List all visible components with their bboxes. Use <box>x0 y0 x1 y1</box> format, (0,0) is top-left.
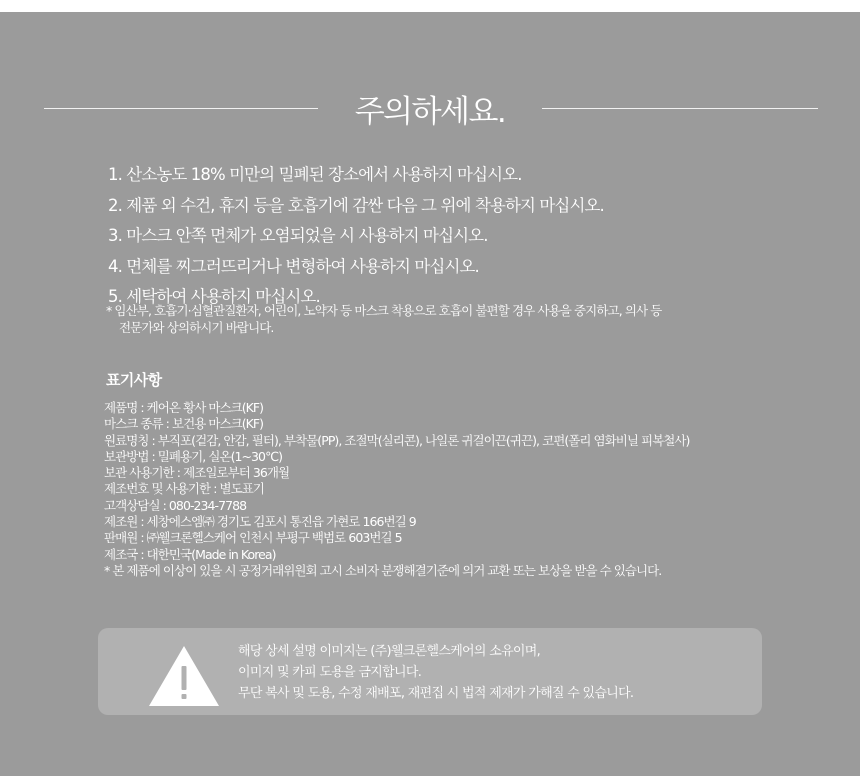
caution-item: 2. 제품 외 수건, 휴지 등을 호흡기에 감싼 다음 그 위에 착용하지 마십시오. <box>108 195 604 215</box>
footnote-line: * 임산부, 호흡기·심혈관질환자, 어린이, 노약자 등 마스크 착용으로 호흡이 불편할 경우 사용을 중지하고, 의사 등 <box>106 303 662 318</box>
label-info-item: 고객상담실 : 080-234-7788 <box>104 497 247 513</box>
label-info-item: 보관방법 : 밀폐용기, 실온(1~30℃) <box>104 448 283 464</box>
caution-item: 3. 마스크 안쪽 면체가 오염되었을 시 사용하지 마십시오. <box>108 226 488 245</box>
title-row <box>0 82 860 136</box>
label-info-item: 제조번호 및 사용기한 : 별도표기 <box>104 481 264 497</box>
copyright-notice-box <box>98 628 762 715</box>
title-divider-right <box>542 108 818 109</box>
warning-triangle-icon <box>148 644 220 708</box>
caution-item: 1. 산소농도 18% 미만의 밀폐된 장소에서 사용하지 마십시오. <box>108 165 522 184</box>
caution-item: 5. 세탁하여 사용하지 마십시오. <box>108 287 320 306</box>
footnote-line: 전문가와 상의하시기 바랍니다. <box>119 320 274 335</box>
label-section-heading: 표기사항 <box>106 371 162 389</box>
label-info-list <box>104 400 689 579</box>
caution-list <box>108 160 604 313</box>
notice-line: 이미지 및 카피 도용을 금지합니다. <box>238 665 422 680</box>
caution-footnote <box>106 302 786 336</box>
caution-item: 4. 면체를 찌그러뜨리거나 변형하여 사용하지 마십시오. <box>108 256 479 276</box>
label-info-item: 제조국 : 대한민국(Made in Korea) <box>104 546 276 562</box>
notice-line: 무단 복사 및 도용, 수정 재배포, 재편집 시 법적 제재가 가해질 수 있습니다. <box>238 686 634 701</box>
caution-panel <box>0 12 860 776</box>
label-info-item: 마스크 종류 : 보건용 마스크(KF) <box>104 416 264 432</box>
notice-text <box>238 641 633 704</box>
label-info-item: 판매원 : ㈜웰크론헬스케어 인천시 부평구 백범로 603번길 5 <box>104 530 402 546</box>
label-info-item: 보관 사용기한 : 제조일로부터 36개월 <box>104 465 290 481</box>
label-info-item: 제품명 : 케어온 황사 마스크(KF) <box>104 400 264 415</box>
label-info-item: 원료명칭 : 부직포(겉감, 안감, 필터), 부착물(PP), 조절막(실리콘), 나일론 귀걸이끈(귀끈), 코편(폴리 염화비닐 피복철사) <box>104 432 690 448</box>
title-divider-left <box>44 108 318 109</box>
notice-line: 해당 상세 설명 이미지는 (주)웰크론헬스케어의 소유이며, <box>238 644 541 659</box>
label-info-item: * 본 제품에 이상이 있을 시 공정거래위원회 고시 소비자 분쟁해결기준에 의거 교환 또는 보상을 받을 수 있습니다. <box>104 562 662 578</box>
label-info-item: 제조원 : 세창에스엠㈜ 경기도 김포시 통진읍 가현로 166번길 9 <box>104 514 416 530</box>
page-title: 주의하세요. <box>354 94 506 130</box>
